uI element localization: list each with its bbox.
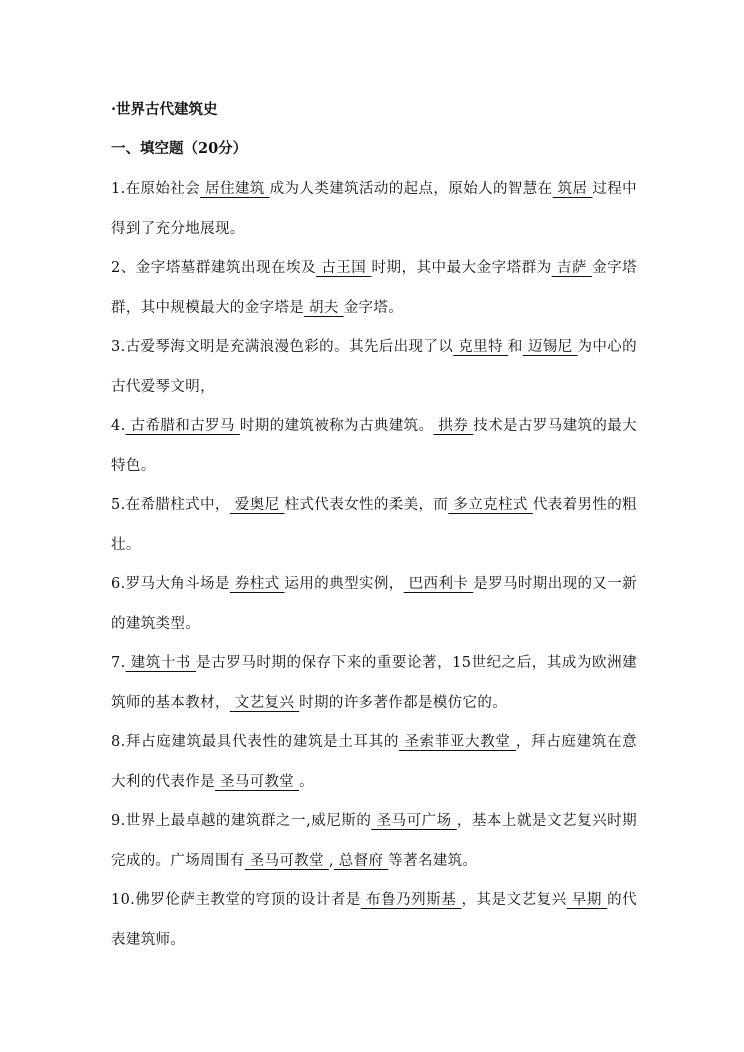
question-text: 是古罗马时期的保存下来的重要论著，15世纪之后，其成为欧洲建筑师的基本教材， (111, 655, 637, 711)
question-text: 过程中得到了充分地展现。 (111, 181, 637, 237)
answer-blank: 圣索菲亚大教堂 (399, 734, 516, 750)
question-item (111, 407, 637, 486)
answer-blank: 建筑十书 (125, 655, 197, 671)
question-text: 金字塔。 (343, 299, 404, 316)
question-item (111, 486, 637, 565)
question-text: 时期，其中最大金字塔群为 (371, 260, 552, 276)
question-text: 为中心的古代爱琴文明， (111, 339, 638, 395)
question-text: 等著名建筑。 (388, 852, 478, 869)
answer-blank: 拱券 (433, 418, 474, 434)
answer-blank: 券柱式 (229, 576, 285, 592)
answer-blank: 圣马可广场 (371, 813, 457, 829)
answer-blank: 早期 (566, 892, 608, 908)
question-text: 9.世界上最卓越的建筑群之一,威尼斯的 (111, 813, 372, 829)
question-text: 。 (299, 773, 314, 790)
question-text: 时期的许多著作都是模仿它的。 (299, 694, 508, 711)
question-text: 5.在希腊柱式中， (111, 497, 230, 513)
question-item (111, 249, 637, 328)
answer-blank: 克里特 (453, 339, 508, 355)
question-text: 金字塔群，其中规模最大的金字塔是 (111, 260, 637, 316)
document-title: ·世界古代建筑史 (111, 101, 218, 118)
question-text: 8.拜占庭建筑最具代表性的建筑是土耳其的 (111, 734, 400, 750)
question-text: 技术是古罗马建筑的最大特色。 (111, 418, 637, 474)
answer-blank: 胡夫 (304, 299, 344, 316)
question-item (111, 881, 637, 960)
answer-blank: 文艺复兴 (229, 694, 300, 711)
question-text: ，拜占庭建筑在意大利的代表作是 (111, 734, 637, 790)
answer-blank: 居住建筑 (200, 181, 270, 197)
question-text: ，其是文艺复兴 (461, 892, 567, 908)
answer-blank: 古王国 (316, 260, 372, 276)
question-text: 时期的建筑被称为古典建筑。 (239, 418, 434, 434)
question-list (111, 170, 637, 960)
question-text: 10.佛罗伦萨主教堂的穹顶的设计者是 (111, 892, 361, 908)
section-heading: 一、填空题（20分） (111, 140, 248, 157)
answer-blank: 巴西利卡 (403, 576, 474, 592)
answer-blank: 多立克柱式 (448, 497, 533, 513)
question-text: 7. (111, 655, 126, 671)
question-text: 4. (111, 418, 126, 434)
question-text: 2、金字塔墓群建筑出现在埃及 (111, 260, 317, 276)
question-text: 是罗马时期出现的又一新的建筑类型。 (111, 576, 638, 632)
answer-blank: 迈锡尼 (522, 339, 578, 355)
question-text: 成为人类建筑活动的起点，原始人的智慧在 (269, 181, 553, 197)
question-text: 运用的典型实例， (284, 576, 404, 592)
answer-blank: 古希腊和古罗马 (125, 418, 240, 434)
question-item (111, 802, 637, 881)
question-text: 和 (507, 339, 523, 355)
question-text: 1.在原始社会 (111, 181, 201, 197)
question-text: 的代表建筑师。 (111, 892, 638, 948)
answer-blank: 筑居 (552, 181, 593, 197)
question-text: 代表着男性的粗壮。 (111, 497, 638, 553)
question-text: ，基本上就是文艺复兴时期完成的。广场周围有 (111, 813, 638, 869)
question-item (111, 328, 637, 407)
answer-blank: 吉萨 (551, 260, 593, 276)
question-text: 3.古爱琴海文明是充满浪漫色彩的。其先后出现了以 (111, 339, 454, 355)
answer-blank: 圣马可教堂 (214, 773, 300, 790)
answer-blank: 总督府 (333, 852, 389, 869)
question-item (111, 723, 637, 802)
question-item (111, 565, 637, 644)
question-item (111, 170, 637, 249)
question-text: , (328, 852, 334, 869)
answer-blank: 爱奥尼 (229, 497, 285, 513)
question-item (111, 644, 637, 723)
answer-blank: 圣马可教堂 (244, 852, 329, 869)
question-text: 柱式代表女性的柔美，而 (284, 497, 449, 513)
answer-blank: 布鲁乃列斯基 (360, 892, 462, 908)
question-text: 6.罗马大角斗场是 (111, 576, 230, 592)
